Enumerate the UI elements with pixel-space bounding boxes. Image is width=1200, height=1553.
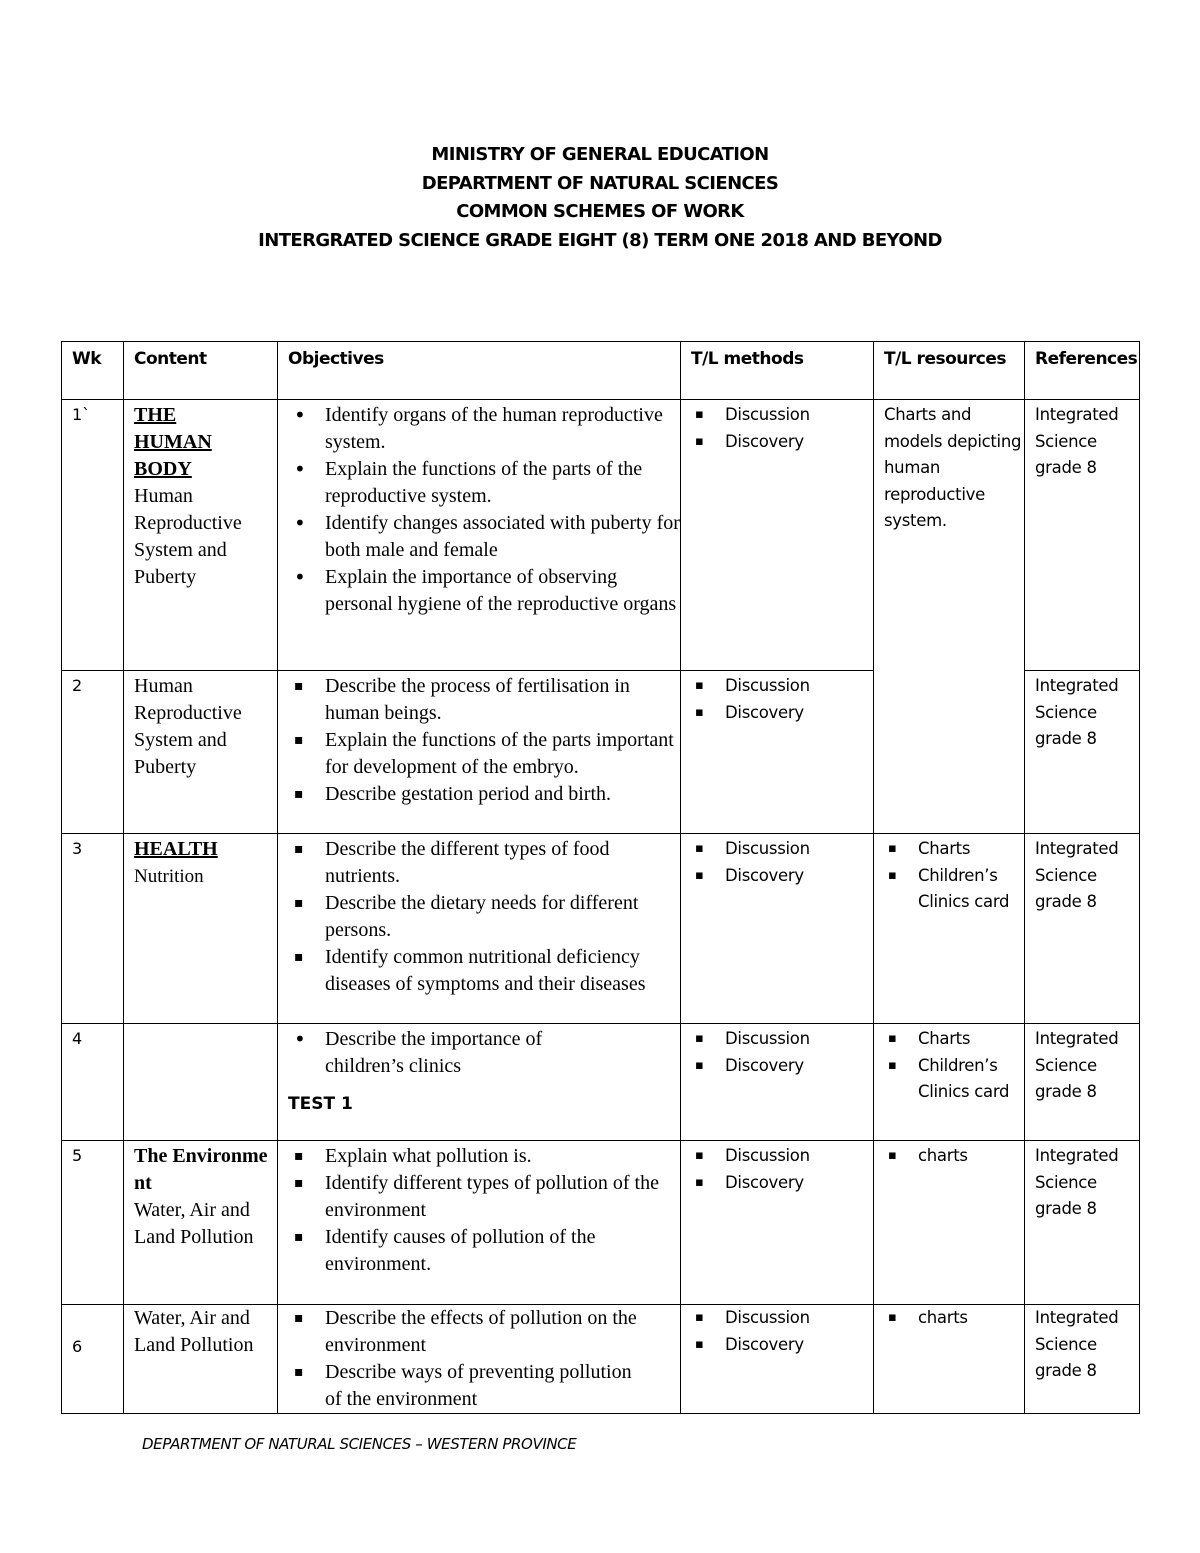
resources-cell bbox=[874, 834, 1025, 1024]
list-item: ▪ Identify common nutritional deficiency diseases of symptoms and their diseases bbox=[288, 944, 680, 998]
resources-list bbox=[884, 836, 1024, 916]
test-label: TEST 1 bbox=[288, 1094, 353, 1114]
reference-cell bbox=[1025, 671, 1140, 834]
week-number: 3 bbox=[62, 834, 124, 1024]
methods-cell bbox=[681, 1305, 874, 1414]
objectives-list bbox=[288, 402, 680, 618]
content-topic: The Environment bbox=[134, 1145, 268, 1194]
list-item: ▪ Charts bbox=[884, 836, 1024, 863]
objectives-cell bbox=[278, 671, 681, 834]
content-cell bbox=[124, 1141, 278, 1305]
methods-cell bbox=[681, 671, 874, 834]
methods-list bbox=[691, 673, 873, 726]
col-header-content: Content bbox=[124, 342, 278, 400]
header-subject: INTERGRATED SCIENCE GRADE EIGHT (8) TERM ONE 2018 AND BEYOND bbox=[258, 229, 942, 251]
list-item: ▪ Discussion bbox=[691, 673, 873, 700]
week-number: 6 bbox=[62, 1305, 124, 1414]
page-footer: DEPARTMENT OF NATURAL SCIENCES – WESTERN PROVINCE bbox=[142, 1435, 577, 1453]
methods-list bbox=[691, 1143, 873, 1196]
week-number: 5 bbox=[62, 1141, 124, 1305]
list-item: ▪ Discussion bbox=[691, 402, 873, 429]
resources-list bbox=[884, 1143, 1024, 1170]
content-topic: HEALTH bbox=[134, 838, 218, 860]
content-subtopic: Human Reproductive System and Puberty bbox=[134, 675, 242, 778]
header-ministry: MINISTRY OF GENERAL EDUCATION bbox=[431, 144, 769, 165]
content-cell bbox=[124, 400, 278, 671]
list-item: ▪ Identify causes of pollution of the environment. bbox=[288, 1224, 680, 1278]
content-cell bbox=[124, 834, 278, 1024]
resources-cell bbox=[874, 1024, 1025, 1141]
methods-cell bbox=[681, 400, 874, 671]
week-number: 4 bbox=[62, 1024, 124, 1141]
content-subtopic: Water, Air and Land Pollution bbox=[134, 1307, 254, 1356]
methods-list bbox=[691, 836, 873, 889]
week-number: 2 bbox=[62, 671, 124, 834]
list-item: ▪ Explain the functions of the parts important for development of the embryo. bbox=[288, 727, 680, 781]
list-item: ▪ Discussion bbox=[691, 836, 873, 863]
reference-cell bbox=[1025, 1141, 1140, 1305]
table-row-week-2 bbox=[62, 671, 1140, 834]
list-item: ▪ Children’s Clinics card bbox=[884, 863, 1024, 916]
list-item: • Explain the functions of the parts of the reproductive system. bbox=[288, 456, 680, 510]
methods-cell bbox=[681, 1141, 874, 1305]
list-item: • Identify organs of the human reproductive system. bbox=[288, 402, 680, 456]
reference-text: Integrated Science grade 8 bbox=[1035, 1308, 1119, 1380]
table-row-week-1 bbox=[62, 400, 1140, 671]
methods-cell bbox=[681, 1024, 874, 1141]
reference-text: Integrated Science grade 8 bbox=[1035, 405, 1119, 477]
objectives-list bbox=[288, 1305, 680, 1413]
header-schemes: COMMON SCHEMES OF WORK bbox=[456, 201, 744, 222]
list-item: ▪ Describe the process of fertilisation in human beings. bbox=[288, 673, 680, 727]
objectives-cell bbox=[278, 1141, 681, 1305]
table-row-week-5 bbox=[62, 1141, 1140, 1305]
methods-list bbox=[691, 1305, 873, 1358]
list-item: ▪ Discovery bbox=[691, 700, 873, 727]
resources-list bbox=[884, 1026, 1024, 1106]
list-item: ▪ Discovery bbox=[691, 863, 873, 890]
reference-cell bbox=[1025, 1024, 1140, 1141]
document-header bbox=[0, 141, 1200, 255]
col-header-objectives: Objectives bbox=[278, 342, 681, 400]
resources-list bbox=[884, 1305, 1024, 1332]
content-subtopic: Nutrition bbox=[134, 866, 204, 887]
list-item: ▪ Children’s Clinics card bbox=[884, 1053, 1024, 1106]
content-subtopic: Water, Air and Land Pollution bbox=[134, 1199, 254, 1248]
methods-cell bbox=[681, 834, 874, 1024]
list-item: ▪ Describe the dietary needs for different persons. bbox=[288, 890, 680, 944]
col-header-resources: T/L resources bbox=[874, 342, 1025, 400]
col-header-references: References bbox=[1025, 342, 1140, 400]
reference-cell bbox=[1025, 1305, 1140, 1414]
table-row-week-4 bbox=[62, 1024, 1140, 1141]
col-header-methods: T/L methods bbox=[681, 342, 874, 400]
table-header-row bbox=[62, 342, 1140, 400]
objectives-list bbox=[288, 673, 680, 808]
list-item: ▪ Discussion bbox=[691, 1305, 873, 1332]
objectives-list bbox=[288, 1026, 680, 1080]
list-item: ▪ charts bbox=[884, 1305, 1024, 1332]
reference-text: Integrated Science grade 8 bbox=[1035, 839, 1119, 911]
resources-cell bbox=[874, 1305, 1025, 1414]
table-row-week-3 bbox=[62, 834, 1140, 1024]
resources-text: Charts and models depicting human reproductive system. bbox=[884, 405, 1022, 530]
objectives-cell bbox=[278, 1024, 681, 1141]
resources-cell bbox=[874, 1141, 1025, 1305]
scheme-of-work-table bbox=[61, 341, 1140, 1414]
list-item: • Explain the importance of observing personal hygiene of the reproductive organs bbox=[288, 564, 680, 618]
methods-list bbox=[691, 402, 873, 455]
list-item: ▪ Explain what pollution is. bbox=[288, 1143, 680, 1170]
list-item: • Identify changes associated with puberty for both male and female bbox=[288, 510, 680, 564]
col-header-wk: Wk bbox=[62, 342, 124, 400]
objectives-cell bbox=[278, 400, 681, 671]
list-item: ▪ Discovery bbox=[691, 1053, 873, 1080]
list-item: ▪ Discussion bbox=[691, 1143, 873, 1170]
objectives-cell bbox=[278, 834, 681, 1024]
content-cell bbox=[124, 1024, 278, 1141]
table-row-week-6 bbox=[62, 1305, 1140, 1414]
header-department: DEPARTMENT OF NATURAL SCIENCES bbox=[421, 172, 779, 194]
content-cell bbox=[124, 671, 278, 834]
list-item: ▪ Describe gestation period and birth. bbox=[288, 781, 680, 808]
list-item: ▪ Discovery bbox=[691, 1170, 873, 1197]
reference-text: Integrated Science grade 8 bbox=[1035, 1029, 1119, 1101]
reference-text: Integrated Science grade 8 bbox=[1035, 676, 1119, 748]
methods-list bbox=[691, 1026, 873, 1079]
week-number: 1` bbox=[62, 400, 124, 671]
content-cell bbox=[124, 1305, 278, 1414]
list-item: ▪ Identify different types of pollution of the environment bbox=[288, 1170, 680, 1224]
objectives-list bbox=[288, 836, 680, 998]
list-item: ▪ Discovery bbox=[691, 1332, 873, 1359]
list-item: ▪ Charts bbox=[884, 1026, 1024, 1053]
content-topic: THE HUMAN BODY bbox=[134, 404, 212, 480]
reference-cell bbox=[1025, 834, 1140, 1024]
list-item: ▪ Describe the different types of food nutrients. bbox=[288, 836, 680, 890]
reference-cell bbox=[1025, 400, 1140, 671]
content-subtopic: Human Reproductive System and Puberty bbox=[134, 485, 242, 588]
list-item: ▪ Discussion bbox=[691, 1026, 873, 1053]
resources-cell bbox=[874, 671, 1025, 834]
objectives-cell bbox=[278, 1305, 681, 1414]
list-item: ▪ Discovery bbox=[691, 429, 873, 456]
list-item: • Describe the importance of children’s clinics bbox=[288, 1026, 680, 1080]
list-item: ▪ Describe the effects of pollution on the environment bbox=[288, 1305, 680, 1359]
resources-cell bbox=[874, 400, 1025, 671]
reference-text: Integrated Science grade 8 bbox=[1035, 1146, 1119, 1218]
list-item: ▪ charts bbox=[884, 1143, 1024, 1170]
list-item: ▪ Describe ways of preventing pollution of the environment bbox=[288, 1359, 680, 1413]
objectives-list bbox=[288, 1143, 680, 1278]
